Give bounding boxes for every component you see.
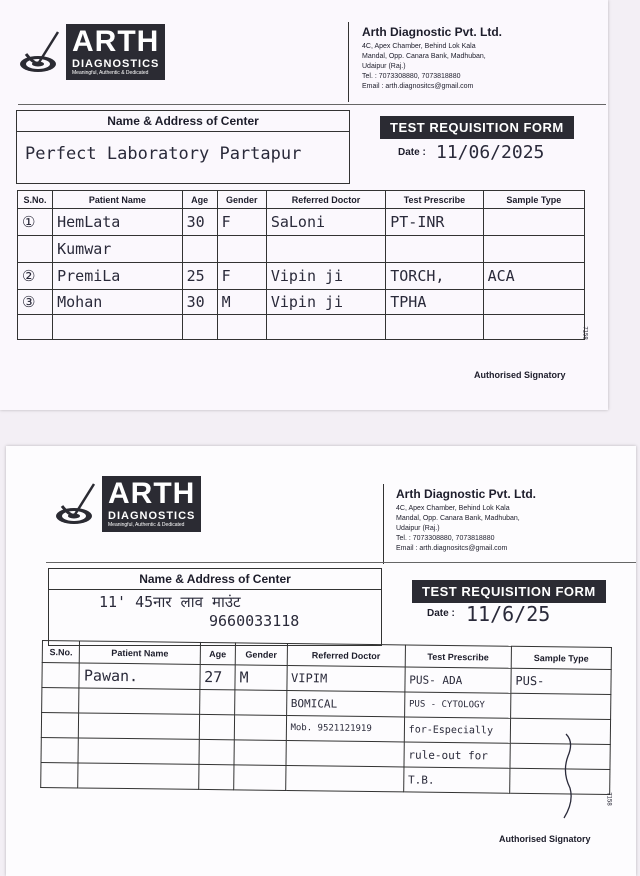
authorised-signatory-label: Authorised Signatory bbox=[499, 834, 591, 844]
table-row bbox=[18, 263, 585, 290]
company-address-line-1: 4C, Apex Chamber, Behind Lok Kala bbox=[362, 43, 476, 50]
company-email: Email : arth.diagnositcs@gmail.com bbox=[362, 83, 474, 90]
center-box bbox=[48, 568, 382, 646]
cell-gender: F bbox=[217, 263, 266, 290]
header-rule bbox=[46, 562, 636, 563]
authorised-signatory-label: Authorised Signatory bbox=[474, 370, 566, 380]
form-title: TEST REQUISITION FORM bbox=[412, 580, 606, 603]
col-sno-header: S.No. bbox=[18, 191, 53, 209]
cell-referred-doctor bbox=[266, 236, 385, 263]
cell-gender bbox=[234, 740, 286, 766]
cell-referred-doctor: SaLoni bbox=[266, 209, 385, 236]
company-info bbox=[396, 486, 536, 554]
cell-sno bbox=[41, 713, 79, 738]
col-sample-type-header: Sample Type bbox=[483, 191, 584, 209]
cell-test-prescribe: TPHA bbox=[386, 290, 483, 315]
cell-patient-name bbox=[53, 315, 182, 340]
center-name: 11' 45नार लाव माउंट bbox=[99, 593, 241, 611]
brand-tagline: Meaningful, Authentic & Dedicated bbox=[72, 70, 149, 76]
brand-sub: DIAGNOSTICS bbox=[72, 58, 160, 70]
cell-age bbox=[182, 315, 217, 340]
cell-referred-doctor: BOMICAL bbox=[286, 690, 405, 716]
cell-test-prescribe: for-Especially bbox=[404, 717, 510, 743]
cell-test-prescribe: PUS- ADA bbox=[405, 667, 511, 693]
cell-referred-doctor bbox=[285, 765, 404, 791]
company-address-line-3: Udaipur (Raj.) bbox=[396, 525, 440, 532]
table-row bbox=[18, 236, 585, 263]
brand-name: ARTH bbox=[108, 477, 196, 510]
cell-patient-name: Mohan bbox=[53, 290, 182, 315]
cell-age bbox=[182, 236, 217, 263]
col-test-prescribe-header: Test Prescribe bbox=[405, 645, 511, 668]
center-label: Name & Address of Center bbox=[17, 111, 349, 132]
cell-patient-name: PremiLa bbox=[53, 263, 182, 290]
col-referred-doctor-header: Referred Doctor bbox=[287, 643, 405, 666]
cell-age: 25 bbox=[182, 263, 217, 290]
col-sample-type-header: Sample Type bbox=[511, 646, 611, 669]
company-name: Arth Diagnostic Pvt. Ltd. bbox=[396, 487, 537, 501]
cell-sample-type: PUS- bbox=[511, 668, 611, 694]
arth-logo bbox=[18, 24, 165, 80]
cell-sample-type: ACA bbox=[483, 263, 584, 290]
cell-patient-name: HemLata bbox=[53, 209, 182, 236]
cell-sno bbox=[18, 315, 53, 340]
cell-referred-doctor: Vipin ji bbox=[266, 263, 385, 290]
col-gender-header: Gender bbox=[217, 191, 266, 209]
cell-age bbox=[199, 739, 235, 764]
brand-block bbox=[102, 476, 201, 532]
cell-sample-type bbox=[483, 290, 584, 315]
divider bbox=[383, 484, 384, 564]
serial-number: 7158 bbox=[581, 326, 588, 340]
cell-test-prescribe: TORCH, bbox=[386, 263, 483, 290]
company-tel: Tel. : 7073308880, 7073818880 bbox=[396, 535, 495, 542]
cell-sno: ① bbox=[18, 209, 53, 236]
cell-patient-name: Kumwar bbox=[53, 236, 182, 263]
table-header-row bbox=[18, 191, 585, 209]
date-value: 11/06/2025 bbox=[436, 142, 545, 163]
cell-patient-name bbox=[79, 688, 200, 714]
center-box bbox=[16, 110, 350, 184]
patient-table bbox=[17, 190, 585, 340]
cell-sno: ③ bbox=[18, 290, 53, 315]
cell-sample-type bbox=[510, 693, 610, 719]
cell-test-prescribe: PUS - CYTOLOGY bbox=[404, 692, 510, 718]
header-rule bbox=[18, 104, 606, 105]
cell-sno bbox=[42, 663, 80, 688]
cell-patient-name bbox=[79, 713, 200, 739]
cell-sample-type bbox=[483, 315, 584, 340]
cell-sno bbox=[41, 737, 79, 762]
company-info bbox=[362, 24, 502, 92]
company-tel: Tel. : 7073308880, 7073818880 bbox=[362, 73, 461, 80]
cell-sample-type bbox=[483, 209, 584, 236]
pen-squiggle-mark bbox=[546, 732, 576, 822]
date-label: Date : bbox=[427, 608, 455, 619]
brand-name: ARTH bbox=[72, 25, 160, 58]
cell-test-prescribe: PT-INR bbox=[386, 209, 483, 236]
cell-sno: ② bbox=[18, 263, 53, 290]
serial-number: 7158 bbox=[605, 792, 612, 806]
cell-patient-name bbox=[78, 763, 199, 789]
target-logo-icon bbox=[54, 482, 98, 526]
cell-gender bbox=[217, 315, 266, 340]
table-row bbox=[18, 315, 585, 340]
cell-referred-doctor: Mob. 9521121919 bbox=[286, 715, 405, 741]
brand-block bbox=[66, 24, 165, 80]
divider bbox=[348, 22, 349, 102]
col-gender-header: Gender bbox=[235, 643, 287, 666]
cell-age bbox=[198, 764, 234, 789]
company-name: Arth Diagnostic Pvt. Ltd. bbox=[362, 25, 503, 39]
cell-referred-doctor: Vipin ji bbox=[266, 290, 385, 315]
cell-sno bbox=[41, 762, 79, 787]
cell-gender bbox=[234, 765, 286, 791]
cell-test-prescribe: T.B. bbox=[403, 767, 509, 793]
brand-tagline: Meaningful, Authentic & Dedicated bbox=[108, 522, 185, 528]
cell-gender: F bbox=[217, 209, 266, 236]
target-logo-icon bbox=[18, 30, 62, 74]
cell-sno bbox=[42, 688, 80, 713]
cell-gender bbox=[235, 690, 287, 716]
col-age-header: Age bbox=[182, 191, 217, 209]
cell-referred-doctor bbox=[286, 740, 405, 766]
date-label: Date : bbox=[398, 147, 426, 158]
company-address-line-1: 4C, Apex Chamber, Behind Lok Kala bbox=[396, 505, 510, 512]
cell-age: 30 bbox=[182, 209, 217, 236]
requisition-form-1 bbox=[0, 0, 608, 410]
cell-referred-doctor bbox=[266, 315, 385, 340]
cell-patient-name: Pawan. bbox=[79, 663, 200, 689]
cell-gender: M bbox=[217, 290, 266, 315]
table-row bbox=[18, 209, 585, 236]
form-title: TEST REQUISITION FORM bbox=[380, 116, 574, 139]
company-email: Email : arth.diagnositcs@gmail.com bbox=[396, 545, 508, 552]
cell-age: 30 bbox=[182, 290, 217, 315]
company-address-line-2: Mandal, Opp. Canara Bank, Madhuban, bbox=[396, 515, 520, 522]
cell-gender: M bbox=[235, 665, 287, 691]
cell-sno bbox=[18, 236, 53, 263]
brand-sub: DIAGNOSTICS bbox=[108, 510, 196, 522]
col-referred-doctor-header: Referred Doctor bbox=[266, 191, 385, 209]
col-test-prescribe-header: Test Prescribe bbox=[386, 191, 483, 209]
center-name: Perfect Laboratory Partapur bbox=[25, 144, 302, 164]
cell-gender bbox=[234, 715, 286, 741]
cell-test-prescribe bbox=[386, 315, 483, 340]
cell-test-prescribe: rule-out for bbox=[404, 742, 510, 768]
company-address-line-2: Mandal, Opp. Canara Bank, Madhuban, bbox=[362, 53, 486, 60]
col-patient-name-header: Patient Name bbox=[53, 191, 182, 209]
col-age-header: Age bbox=[200, 642, 236, 664]
cell-age: 27 bbox=[200, 664, 236, 689]
date-value: 11/6/25 bbox=[466, 602, 551, 626]
company-address-line-3: Udaipur (Raj.) bbox=[362, 63, 406, 70]
cell-age bbox=[199, 714, 235, 739]
cell-gender bbox=[217, 236, 266, 263]
table-row bbox=[18, 290, 585, 315]
requisition-form-2 bbox=[6, 446, 636, 876]
col-sno-header: S.No. bbox=[42, 641, 80, 663]
cell-referred-doctor: VIPIM bbox=[286, 665, 405, 691]
cell-test-prescribe bbox=[386, 236, 483, 263]
cell-age bbox=[199, 689, 235, 714]
center-phone: 9660033118 bbox=[209, 612, 300, 630]
center-label: Name & Address of Center bbox=[49, 569, 381, 590]
patient-table bbox=[40, 640, 612, 795]
cell-sample-type bbox=[483, 236, 584, 263]
arth-logo bbox=[54, 476, 201, 532]
cell-patient-name bbox=[78, 738, 199, 764]
col-patient-name-header: Patient Name bbox=[80, 641, 201, 664]
